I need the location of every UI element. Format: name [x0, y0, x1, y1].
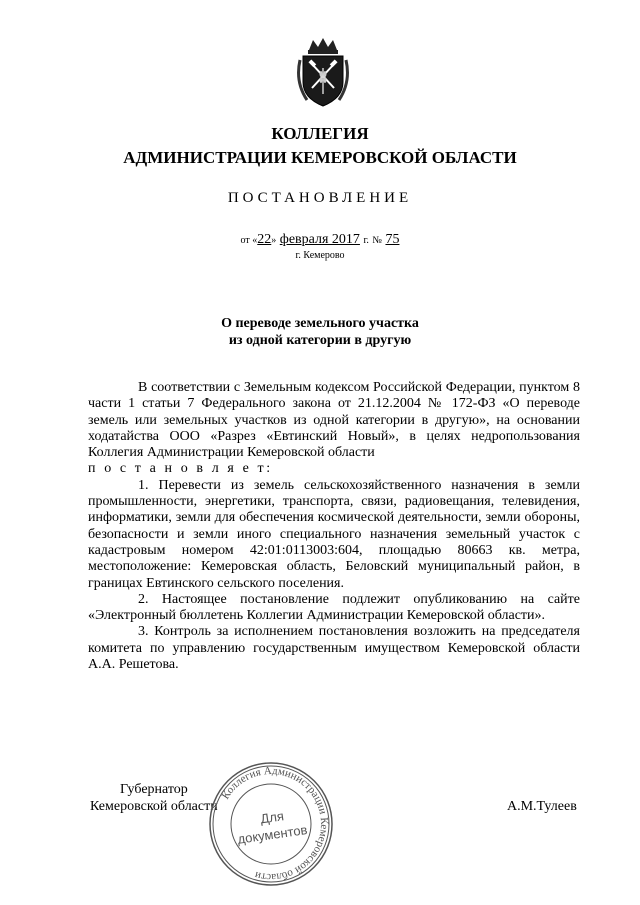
org-name-line2: АДМИНИСТРАЦИИ КЕМЕРОВСКОЙ ОБЛАСТИ — [123, 148, 517, 167]
stamp-ring-text: Коллегия Администрации Кемеровской области — [219, 764, 331, 884]
signatory-position-line1: Губернатор — [120, 782, 188, 797]
official-stamp — [207, 760, 335, 888]
item-3: 3. Контроль за исполнением постановления возложить на председателя комитета по управлению государственным имуществом Кемеровской области А.А. Решетова. — [88, 624, 580, 673]
title-line2: из одной категории в другую — [228, 333, 412, 348]
date-month-year: февраля 2017 — [279, 232, 360, 247]
date-mid: » — [271, 235, 277, 246]
city: г. Кемерово — [295, 250, 345, 261]
document-body — [88, 380, 580, 673]
title-line1: О переводе земельного участка — [221, 316, 419, 331]
number-label: № — [372, 235, 382, 246]
signatory-position-line2: Кемеровской области — [90, 799, 218, 814]
date-prefix: от « — [240, 235, 258, 246]
resolves-line: п о с т а н о в л я е т: — [88, 461, 273, 477]
coat-of-arms-icon — [295, 38, 351, 108]
date-line — [0, 232, 640, 248]
item-1: 1. Перевести из земель сельскохозяйственного назначения в земли промышленности, энергетики, транспорта, связи, радиовещания, телевидения, информатики, земли для обеспечения космической деятельности, земли обороны, безопасности и земли иного специального назначения земельный участок с кадастровым номером 42:01:0113003:604, площадью 80663 кв. метра, местоположение: Кемеровская область, Беловский муниципальный район, в границах Евтинского сельского поселения. — [88, 477, 580, 591]
document-title — [0, 315, 640, 349]
stamp-center-line1: Для — [259, 808, 285, 827]
item-2: 2. Настоящее постановление подлежит опубликованию на сайте «Электронный бюллетень Коллегии Администрации Кемеровской области». — [88, 591, 580, 624]
document-number: 75 — [385, 232, 400, 247]
signatory-name: А.М.Тулеев — [507, 799, 577, 814]
intro-paragraph: В соответствии с Земельным кодексом Российской Федерации, пунктом 8 части 1 статьи 7 Федерального закона от 21.12.2004 № 172-ФЗ «О переводе земель или земельных участков из одной категории в другую», на основании ходатайства ООО «Разрез «Евтинский Новый», в целях недропользования Коллегия Администрации Кемеровской области — [88, 380, 580, 461]
date-year-suffix: г. — [363, 235, 369, 246]
date-day: 22 — [257, 232, 272, 247]
document-type: ПОСТАНОВЛЕНИЕ — [227, 190, 413, 206]
stamp-center-line2: документов — [236, 822, 309, 847]
org-name-line1: КОЛЛЕГИЯ — [271, 124, 369, 143]
